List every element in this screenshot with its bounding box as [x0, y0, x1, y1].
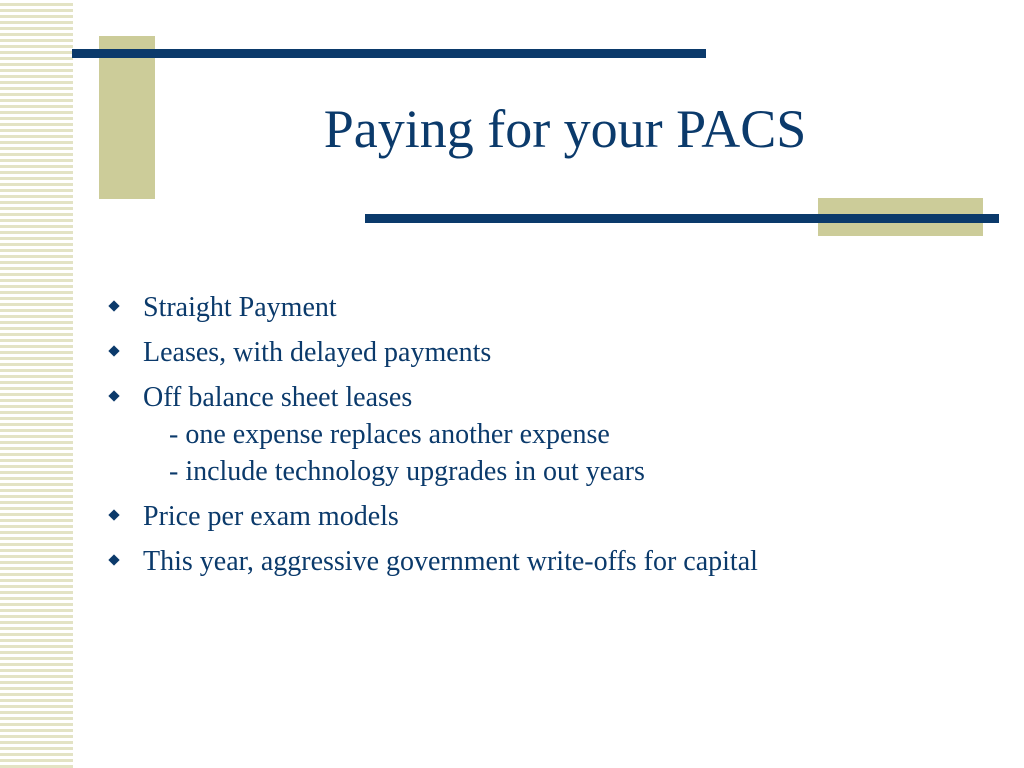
diamond-bullet-icon — [108, 390, 119, 401]
bullet-text: This year, aggressive government write-offs for capital — [143, 546, 758, 577]
bullet-item — [103, 498, 983, 535]
diamond-bullet-icon — [108, 345, 119, 356]
title-rule-top — [72, 49, 706, 58]
bullet-text: Off balance sheet leases — [143, 382, 413, 413]
accent-block-left — [99, 36, 155, 199]
bullet-item — [103, 379, 983, 490]
bullet-item — [103, 289, 983, 326]
title-rule-bottom — [365, 214, 999, 223]
diamond-bullet-icon — [108, 554, 119, 565]
bullet-list — [103, 289, 983, 588]
decorative-stripe-band — [0, 0, 73, 768]
diamond-bullet-icon — [108, 300, 119, 311]
bullet-item — [103, 543, 983, 580]
bullet-text: Price per exam models — [143, 501, 399, 532]
bullet-text: Leases, with delayed payments — [143, 337, 492, 368]
slide-title: Paying for your PACS — [323, 99, 807, 159]
bullet-item — [103, 334, 983, 371]
bullet-subtext: - one expense replaces another expense — [169, 419, 610, 450]
bullet-text: Straight Payment — [143, 292, 337, 323]
bullet-subtext: - include technology upgrades in out years — [169, 456, 645, 487]
diamond-bullet-icon — [108, 509, 119, 520]
